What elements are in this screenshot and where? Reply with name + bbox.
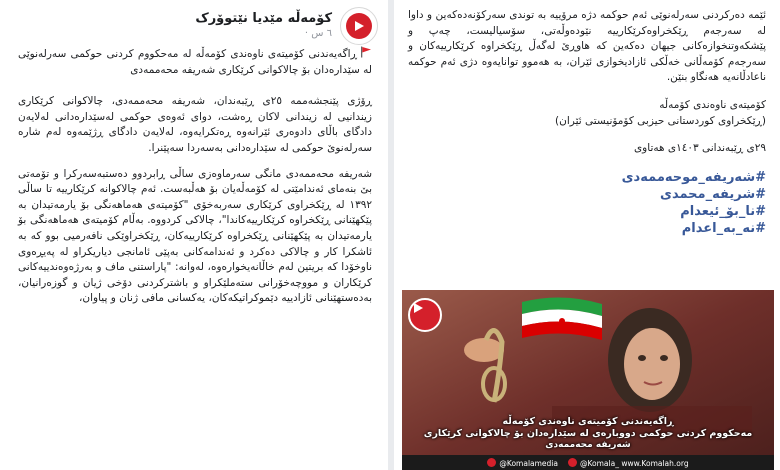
hashtag-link[interactable]: #شەریفە_موحەممەدی (621, 169, 766, 185)
social-handle (568, 458, 689, 468)
continuation-text (408, 8, 766, 237)
post-paragraph: شەریفە محەممەدی مانگی سەرماوەزی ساڵی ڕابردوو دەستبەسەرکرا و تۆمەتی بێ بنەمای ئەندامێتی لە کۆمەڵەیان بۆ هەڵبەست. ئەم چالاکوانە کرێکارییە تا ساڵی ١٣٩٢ لە ڕێکخراوی کرێکاری سەربەخۆی "کۆمیتەی هەماهەنگی بۆ یارمەتیدان بە پێکهێنانی ڕێکخراوە کرێکارییەکاندا"، چالاکی کردووە. بەڵام کۆمیتەی هەماهەنگی بۆ یارمەتیدان بە پێکهێنانی ڕێکخراوە کرێکارییەکان، ڕێکخراوێکی نافەرمیی بوو کە بە ئاشکرا کار و چالاکی دەکرد و ئەندامەکانی بەپێی ئامانجی دیاریکراو لە پەیڕەوی ناوخۆدا کە بریتین لەم خاڵانەیخوارەوە، لەوانە: "پاراستنی ماف و بەرژەوەندییەکانی کرێکاران و مووچەخۆرانی ستەملێکراو و باشترکردنی دۆخی ژیان و گوزەرانیان، بەدەستهێنانی ئازادییە دێموکراتیکەکان، یەکسانی مافی ژنان و پیاوان، (18, 167, 372, 305)
post-meta (195, 11, 332, 41)
statement-date: ٢٩ی ڕێبەندانی ١٤٠٣ی هەتاوی (633, 142, 766, 155)
hashtag-link[interactable]: #شریفه_محمدی (660, 186, 766, 202)
social-handle-text: @Komalamedia (499, 458, 558, 468)
hashtag-link[interactable]: #نا_بۆ_ئیعدام (680, 203, 766, 219)
statement-paragraph: ئێمە دەرکردنی سەرلەنوێی ئەم حوکمە دژە مرۆییە بە توندی سەرکۆنەدەکەین و داوا لە سەرجەم ڕێکخراوەکرێکارییە نێودەوڵەتی، سۆسیالیست، چەپ و پێشکەوتنخوازەکانی جیهان دەکەین کە هاوڕێ لەگەڵ ڕێکخراوە کرێکارییەکان و سەرجەم کۆمەڵانی خەڵکی ئازادیخوازی ئێران، بە هەموو توانایەوە دژی ئەم حوکمە ناعادڵانەیە هەنگاو بنێن. (408, 9, 766, 84)
komala-logo-icon (408, 298, 442, 332)
post-headline (18, 46, 372, 78)
social-icon (487, 458, 496, 467)
hashtag-list (408, 169, 766, 237)
signature-subline: (ڕێکخراوی کوردستانی حیزبی کۆمۆنیستی ئێران) (555, 114, 766, 127)
post-body (18, 46, 372, 317)
poster-footer (402, 455, 774, 470)
social-handle (487, 458, 558, 468)
komala-logo-icon (346, 13, 372, 39)
post-header (10, 6, 378, 46)
post-card (0, 0, 388, 470)
page-name-link[interactable]: کۆمەڵە مێدیا نێتوۆرک (195, 11, 332, 26)
poster-caption: مەحکووم کردنی حوکمی دووبارەی لە سێدارەدان بۆ چالاکوانی کرێکاری (423, 428, 753, 439)
post-headline-text: ڕاگەیەندنی کۆمیتەی ناوەندی کۆمەڵە لە مەحکووم کردنی حوکمی سەرلەنوێی لە سێدارەدان بۆ چالاکوانی کرێکاری شەریفە محەممەدی (18, 48, 372, 76)
web-icon (568, 458, 577, 467)
signature-line: کۆمیتەی ناوەندی کۆمەڵە (659, 98, 766, 111)
poster-caption: شەریفە محەممەدی (545, 440, 631, 450)
hashtag-link[interactable]: #نه_به_اعدام (681, 220, 766, 236)
poster-caption: ڕاگەیەندنی کۆمیتەی ناوەندی کۆمەڵە (502, 416, 674, 427)
post-image[interactable] (402, 290, 774, 470)
red-flag-icon (360, 46, 372, 58)
social-handle-text: @Komala_ www.Komalah.org (579, 458, 689, 468)
post-timestamp[interactable]: ٦ س · (304, 28, 332, 39)
page-avatar[interactable] (340, 7, 378, 45)
post-paragraph: ڕۆژی پێنجشەممە ٢٥ی ڕێبەندان، شەریفە محەممەدی، چالاکوانی کرێکاری زیندانیی لە زیندانی لاکان ڕەشت، دوای ئەوەی حوکمی لەسێدارەدانی لەلایەن دادگای باڵای دادوەری ئێرانەوە ڕەتکرایەوە، لەلایەن دادگای ڕژێمەوە لەم شارە سەرلەنوێ حوکمی لە سێدارەدانی بەسەردا سەپێنرا. (18, 95, 372, 154)
